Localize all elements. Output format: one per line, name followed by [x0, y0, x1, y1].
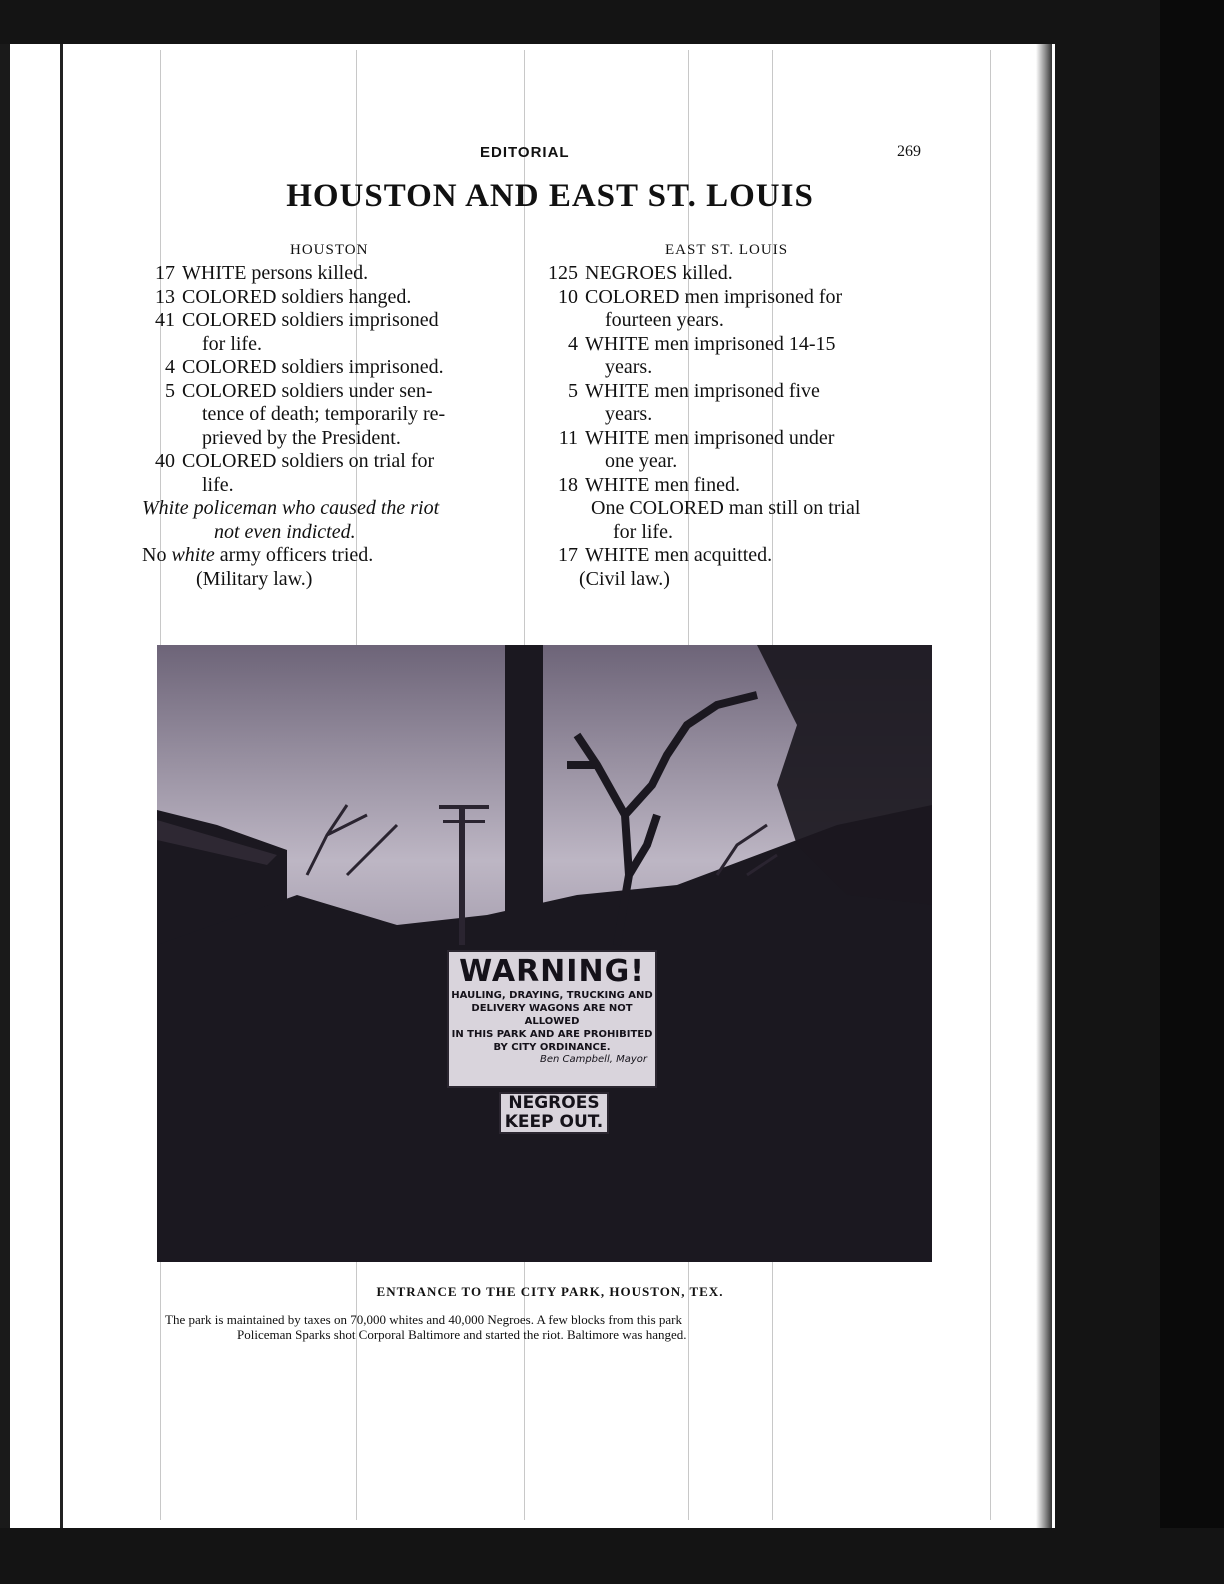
- page-number: 269: [897, 143, 921, 160]
- officers-note: No white army officers tried.: [142, 544, 374, 566]
- scan-border-top: [0, 0, 1224, 44]
- scan-border-right-outer: [1160, 0, 1224, 1584]
- list-item: 5 COLORED soldiers under sen- tence of death; temporarily re- prieved by the President.: [165, 379, 446, 449]
- running-header: EDITORIAL: [480, 144, 570, 161]
- article-title: HOUSTON AND EAST ST. LOUIS: [286, 178, 814, 214]
- list-item: 10 COLORED men imprisoned for fourteen years.: [558, 285, 843, 331]
- list-item: 11 WHITE men imprisoned under one year.: [558, 426, 835, 472]
- page-gutter-shadow: [1036, 44, 1052, 1528]
- sign-signature: Ben Campbell, Mayor: [539, 1054, 647, 1065]
- east-st-louis-column: [545, 262, 935, 591]
- policeman-note-cont: not even indicted.: [214, 520, 356, 543]
- photo-caption: ENTRANCE TO THE CITY PARK, HOUSTON, TEX.: [376, 1284, 724, 1299]
- list-item: 5 WHITE men imprisoned five years.: [568, 379, 820, 425]
- list-item: 4 WHITE men imprisoned 14-15 years.: [568, 332, 836, 378]
- list-item: 125 NEGROES killed.: [548, 262, 733, 284]
- scan-border-bottom: [0, 1528, 1224, 1584]
- east-st-louis-heading: EAST ST. LOUIS: [665, 242, 789, 258]
- warning-sign-title: WARNING!: [459, 954, 645, 989]
- one-colored-note: One COLORED man still on trial for life.: [591, 497, 861, 543]
- park-entrance-photo: [157, 645, 932, 1262]
- photo-subcaption: The park is maintained by taxes on 70,000 whites and 40,000 Negroes. A few blocks from this park Policeman Sparks shot Corporal Baltimore and started the riot. Baltimore was hanged.: [165, 1312, 687, 1342]
- negroes-keep-out-sign: NEGROES KEEP OUT.: [499, 1092, 609, 1134]
- list-item: 41 COLORED soldiers imprisoned for life.: [155, 309, 439, 355]
- houston-heading: HOUSTON: [290, 242, 369, 258]
- military-law-label: (Military law.): [196, 567, 313, 590]
- list-item: 18 WHITE men fined.: [558, 473, 740, 496]
- civil-law-label: (Civil law.): [579, 567, 670, 590]
- list-item: 17 WHITE men acquitted.: [558, 544, 773, 566]
- list-item: 13 COLORED soldiers hanged.: [155, 285, 412, 308]
- list-item: 40 COLORED soldiers on trial for life.: [155, 450, 435, 496]
- scan-border-left: [0, 44, 10, 1528]
- houston-column: [142, 262, 528, 591]
- warning-sign: WARNING! HAULING, DRAYING, TRUCKING AND DELIVERY WAGONS ARE NOT ALLOWED IN THIS PARK AND ARE PROHIBITED BY CITY ORDINANCE. Ben Campbell, Mayor: [447, 950, 657, 1088]
- policeman-note: White policeman who caused the riot: [142, 497, 440, 519]
- list-item: 4 COLORED soldiers imprisoned.: [165, 356, 444, 378]
- list-item: 17 WHITE persons killed.: [155, 262, 369, 284]
